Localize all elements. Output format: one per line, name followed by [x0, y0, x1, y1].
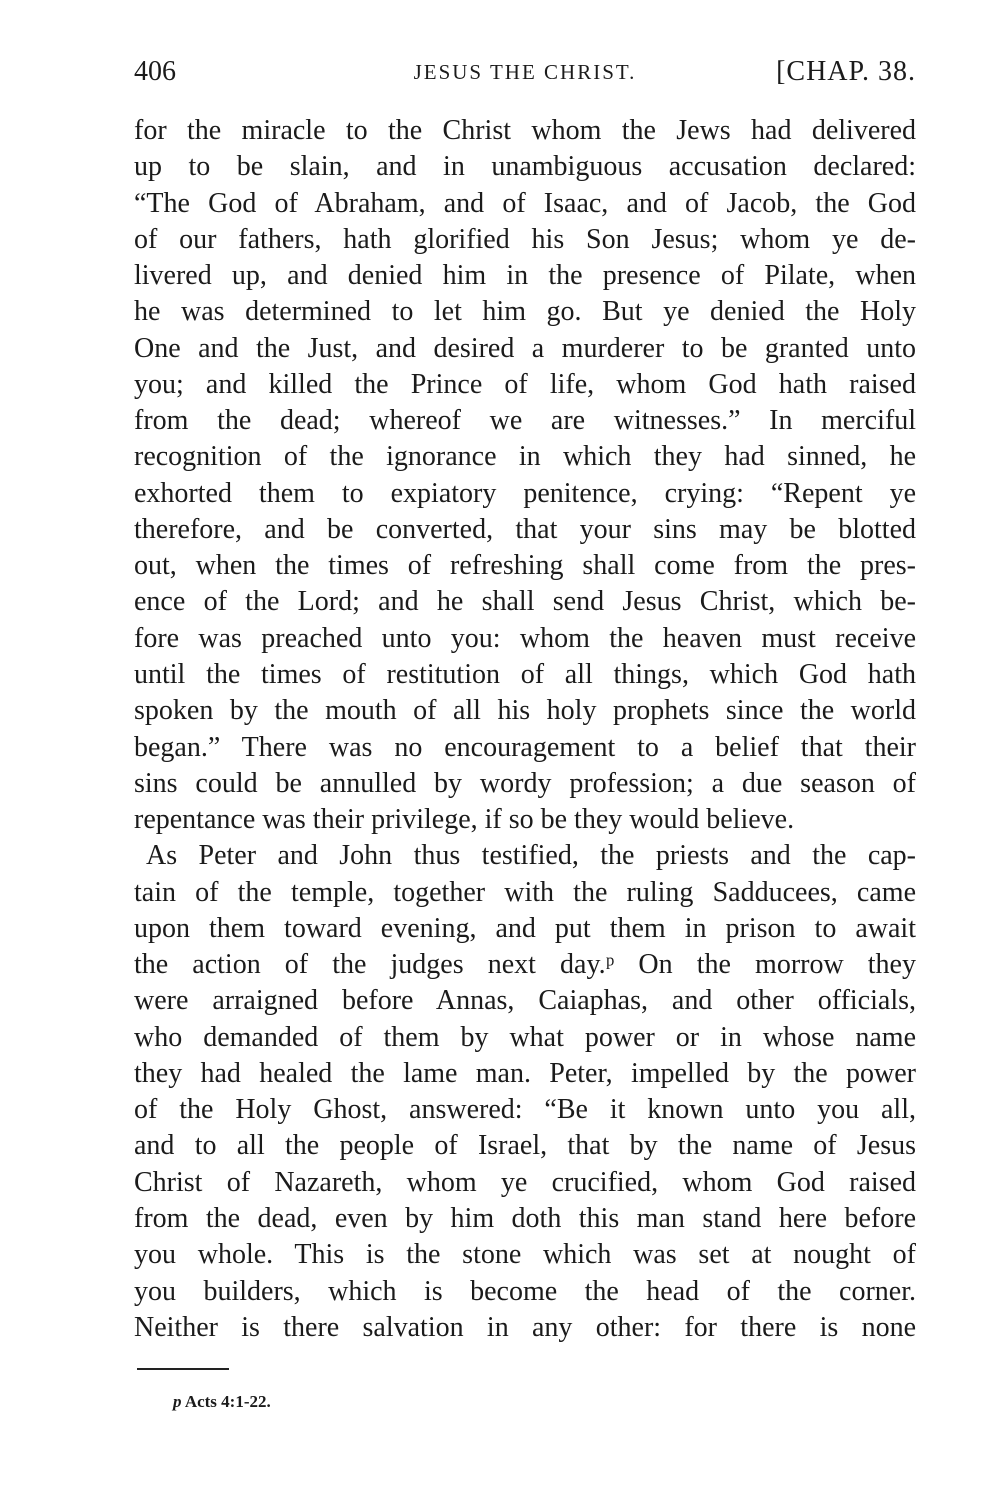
text-line: and to all the people of Israel, that by the name of Jesus	[134, 1130, 916, 1162]
text-line: until the times of restitution of all things, which God hath	[134, 658, 916, 690]
running-title: JESUS THE CHRIST.	[413, 60, 637, 84]
footnote-marker: p	[173, 1392, 182, 1411]
text-line: “The God of Abraham, and of Isaac, and of Jacob, the God	[134, 187, 916, 219]
footnote-text: Acts 4:1-22.	[184, 1392, 271, 1411]
text-line: livered up, and denied him in the presence of Pilate, when	[134, 260, 916, 292]
text-line: from the dead; whereof we are witnesses.” In merciful	[134, 405, 916, 437]
text-line: you; and killed the Prince of life, whom God hath raised	[134, 368, 916, 400]
text-line: who demanded of them by what power or in whose name	[134, 1021, 916, 1053]
body-text	[134, 113, 916, 1346]
running-head	[134, 52, 916, 92]
text-line: were arraigned before Annas, Caiaphas, and other officials,	[134, 985, 916, 1017]
chapter-label: [CHAP. 38.	[776, 56, 916, 87]
text-line: Christ of Nazareth, whom ye crucified, whom God raised	[134, 1166, 916, 1198]
text-line: One and the Just, and desired a murderer to be granted unto	[134, 332, 916, 364]
text-line: exhorted them to expiatory penitence, crying: “Repent ye	[134, 477, 916, 509]
text-line: recognition of the ignorance in which they had sinned, he	[134, 441, 916, 473]
footnote-rule	[137, 1368, 229, 1370]
page-number: 406	[134, 56, 176, 87]
text-line: therefore, and be converted, that your sins may be blotted	[134, 513, 916, 545]
text-line: repentance was their privilege, if so be they would believe.	[134, 804, 795, 836]
text-line: of our fathers, hath glorified his Son Jesus; whom ye de-	[134, 223, 916, 255]
footnote	[173, 1390, 271, 1414]
text-line: of the Holy Ghost, answered: “Be it known unto you all,	[134, 1094, 916, 1126]
text-line: you whole. This is the stone which was set at nought of	[134, 1239, 916, 1271]
text-line: they had healed the lame man. Peter, impelled by the power	[134, 1057, 916, 1089]
text-line: he was determined to let him go. But ye denied the Holy	[134, 296, 916, 328]
text-line: began.” There was no encouragement to a belief that their	[134, 731, 916, 763]
text-line: from the dead, even by him doth this man stand here before	[134, 1202, 916, 1234]
text-line: sins could be annulled by wordy profession; a due season of	[134, 767, 916, 799]
text-line: upon them toward evening, and put them in prison to await	[134, 912, 916, 944]
text-line: out, when the times of refreshing shall come from the pres-	[134, 550, 916, 582]
text-line: As Peter and John thus testified, the priests and the cap-	[146, 840, 916, 872]
text-line: tain of the temple, together with the ruling Sadducees, came	[134, 876, 916, 908]
text-line: ence of the Lord; and he shall send Jesus Christ, which be-	[134, 586, 916, 618]
paragraph	[134, 113, 916, 838]
text-line: Neither is there salvation in any other: for there is none	[134, 1311, 916, 1343]
text-line: spoken by the mouth of all his holy prophets since the world	[134, 695, 916, 727]
text-line: you builders, which is become the head of the corner.	[134, 1275, 916, 1307]
text-line: the action of the judges next day.ᵖ On the morrow they	[134, 949, 916, 981]
text-line: for the miracle to the Christ whom the Jews had delivered	[134, 115, 916, 146]
text-line: fore was preached unto you: whom the heaven must receive	[134, 622, 916, 654]
paragraph	[134, 838, 916, 1346]
text-line: up to be slain, and in unambiguous accusation declared:	[134, 151, 916, 183]
